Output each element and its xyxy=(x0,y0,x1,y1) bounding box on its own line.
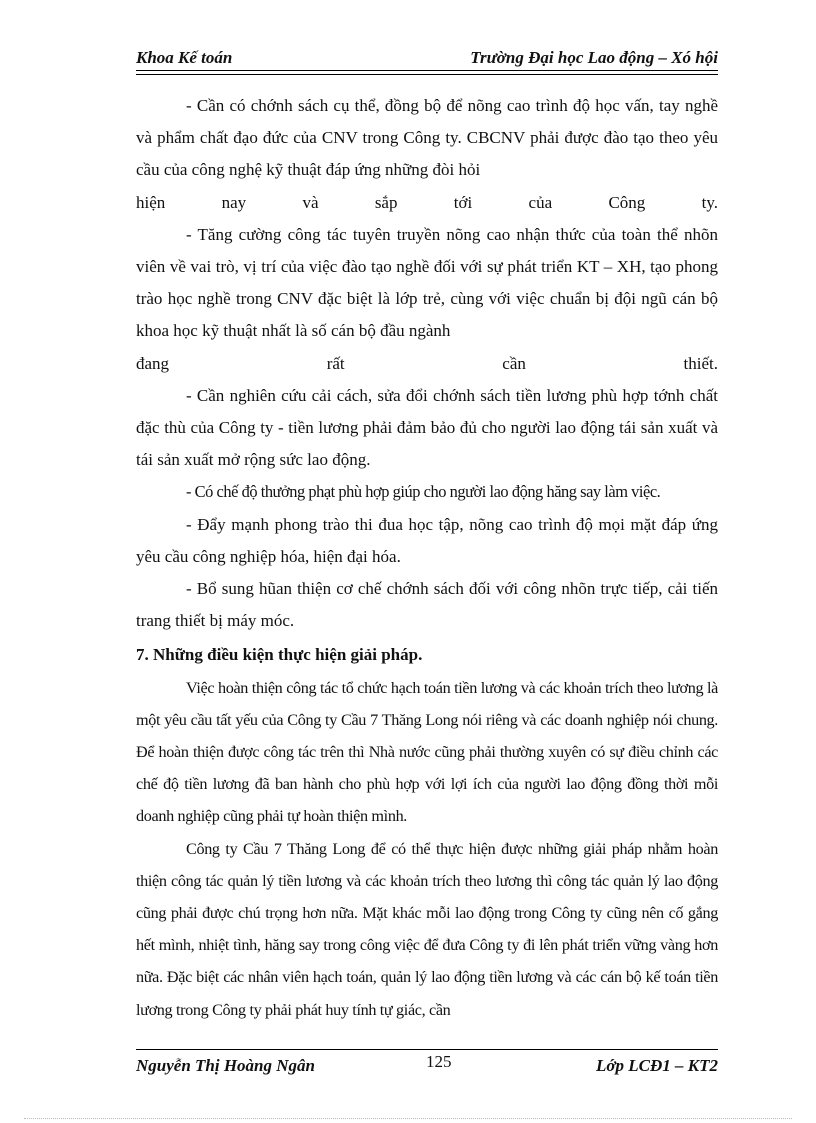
header-rule-thin xyxy=(136,74,718,75)
footer-author: Nguyễn Thị Hoàng Ngân xyxy=(136,1056,315,1075)
paragraph-5: - Đẩy mạnh phong trào thi đua học tập, nõng cao trình độ mọi mặt đáp ứng yêu cầu công nghiệp hóa, hiện đại hóa. xyxy=(136,514,718,566)
paragraph-8: Công ty Cầu 7 Thăng Long để có thể thực hiện được những giải pháp nhằm hoàn thiện công tác quản lý tiền lương và các khoản trích theo lương thì công tác quản lý lao động cũng phải được chú trọng hơn nữa. Mặt khác mỗi lao động trong Công ty cũng nên cố gắng hết mình, nhiệt tình, hăng say trong công việc để đưa Công ty đi lên phát triển vững vàng hơn nữa. Đặc biệt các nhân viên hạch toán, quản lý lao động tiền lương và các cán bộ kế toán tiền lương trong Công ty phải phát huy tính tự giác, cần xyxy=(136,839,718,1019)
paragraph-4: - Có chế độ thưởng phạt phù hợp giúp cho người lao động hăng say làm việc. xyxy=(186,482,661,502)
page-bottom-border xyxy=(24,1118,792,1119)
paragraph-2-tail: đang rất cần thiết. xyxy=(136,353,718,373)
paragraph-6: - Bổ sung hũan thiện cơ chế chớnh sách đối với công nhõn trực tiếp, cải tiến trang thiết bị máy móc. xyxy=(136,579,718,631)
document-body xyxy=(136,90,718,1026)
section-heading: 7. Những điều kiện thực hiện giải pháp. xyxy=(136,645,423,665)
paragraph-7: Việc hoàn thiện công tác tổ chức hạch toán tiền lương và các khoản trích theo lương là một yêu cầu tất yếu của Công ty Cầu 7 Thăng Long nói riêng và các doanh nghiệp nói chung. Để hoàn thiện được công tác trên thì Nhà nước cũng phải thường xuyên có sự điều chỉnh các chế độ tiền lương đã ban hành cho phù hợp với lợi ích của người lao động đồng thời mỗi doanh nghiệp cũng phải tự hoàn thiện mình. xyxy=(136,678,718,826)
page-number: 125 xyxy=(426,1052,452,1071)
page-footer xyxy=(136,1052,718,1078)
header-faculty: Khoa Kế toán xyxy=(136,48,233,67)
footer-class: Lớp LCĐ1 – KT2 xyxy=(596,1056,718,1075)
header-rule xyxy=(136,70,718,71)
paragraph-2: - Tăng cường công tác tuyên truyền nõng cao nhận thức của toàn thể nhõn viên về vai trò, vị trí của việc đào tạo nghề đối với sự phát triển KT – XH, tạo phong trào học nghề trong CNV đặc biệt là lớp trẻ, cùng với việc chuẩn bị đội ngũ cán bộ khoa học kỹ thuật nhất là số cán bộ đầu ngành xyxy=(136,224,718,341)
header-university: Trường Đại học Lao động – Xó hội xyxy=(470,48,718,67)
paragraph-3: - Cần nghiên cứu cải cách, sửa đổi chớnh sách tiền lương phù hợp tớnh chất đặc thù của Công ty - tiền lương phải đảm bảo đủ cho người lao động tái sản xuất và tái sản xuất mở rộng sức lao động. xyxy=(136,385,718,470)
page-header xyxy=(136,48,718,70)
paragraph-1: - Cần có chớnh sách cụ thể, đồng bộ để nõng cao trình độ học vấn, tay nghề và phẩm chất đạo đức của CNV trong Công ty. CBCNV phải được đào tạo theo yêu cầu của công nghệ kỹ thuật đáp ứng những đòi hỏi xyxy=(136,96,718,180)
footer-rule xyxy=(136,1049,718,1050)
paragraph-1-tail: hiện nay và sắp tới của Công ty. xyxy=(136,192,718,212)
